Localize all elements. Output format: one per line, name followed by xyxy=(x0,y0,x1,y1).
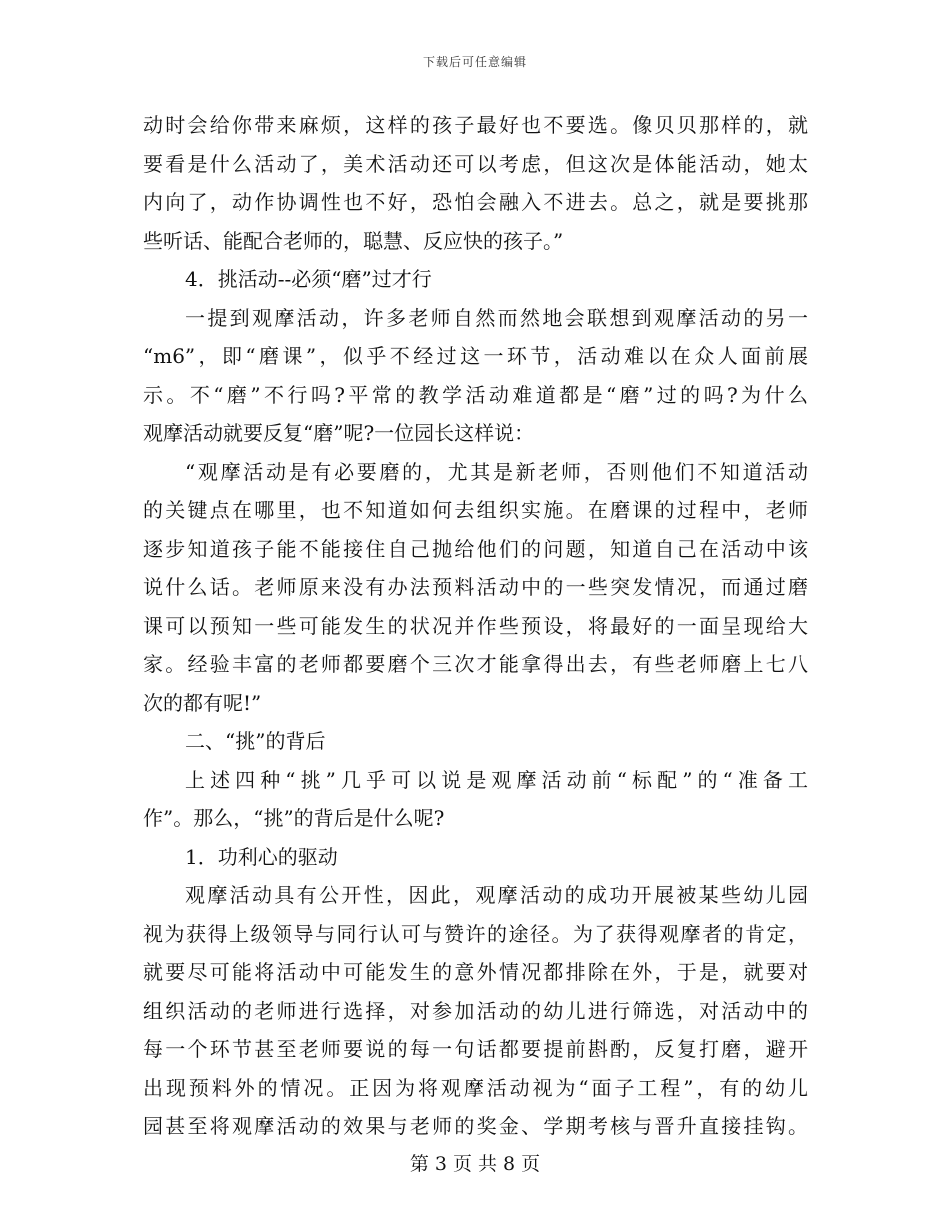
current-page-number: 3 xyxy=(434,1153,447,1175)
total-unit-label: 页 xyxy=(521,1153,541,1175)
total-label: 共 xyxy=(478,1153,498,1175)
paragraph-line: 动时会给你带来麻烦，这样的孩子最好也不要选。像贝贝那样的，就 xyxy=(143,113,808,137)
quote-line: 家。经验丰富的老师都要磨个三次才能拿得出去，有些老师磨上七八 xyxy=(143,652,808,676)
total-pages-number: 8 xyxy=(503,1153,516,1175)
page-label: 第 xyxy=(409,1153,429,1175)
paragraph-line: 观摩活动就要反复“磨”呢?一位园长这样说： xyxy=(143,421,535,445)
section-heading: 4．挑活动--必须“磨”过才行 xyxy=(185,267,432,291)
document-body xyxy=(143,106,808,1146)
paragraph-line: 内向了，动作协调性也不好，恐怕会融入不进去。总之，就是要挑那 xyxy=(143,190,808,214)
paragraph-line: “m6”，即“磨课”，似乎不经过这一环节，活动难以在众人面前展 xyxy=(143,344,808,368)
section-heading: 二、“挑”的背后 xyxy=(185,729,326,753)
paragraph-line: 一提到观摩活动，许多老师自然而然地会联想到观摩活动的另一 xyxy=(185,305,808,330)
paragraph-line: 观摩活动具有公开性，因此，观摩活动的成功开展被某些幼儿园 xyxy=(185,883,808,907)
paragraph-line: 要看是什么活动了，美术活动还可以考虑，但这次是体能活动，她太 xyxy=(143,151,808,176)
paragraph-line: 视为获得上级领导与同行认可与赞许的途径。为了获得观摩者的肯定， xyxy=(143,921,808,946)
paragraph-line: 组织活动的老师进行选择，对参加活动的幼儿进行筛选，对活动中的 xyxy=(143,998,808,1023)
page-number-footer xyxy=(0,1149,950,1176)
quote-line: 逐步知道孩子能不能接住自己抛给他们的问题，知道自己在活动中该 xyxy=(143,536,808,561)
paragraph-line: 作”。那么，“挑”的背后是什么呢? xyxy=(143,806,445,830)
section-heading: 1．功利心的驱动 xyxy=(185,844,338,869)
paragraph-line: 每一个环节甚至老师要说的每一句话都要提前斟酌，反复打磨，避开 xyxy=(143,1037,808,1061)
quote-line: 的关键点在哪里，也不知道如何去组织实施。在磨课的过程中，老师 xyxy=(143,498,808,522)
paragraph-line: 就要尽可能将活动中可能发生的意外情况都排除在外，于是，就要对 xyxy=(143,960,808,984)
quote-line: 课可以预知一些可能发生的状况并作些预设，将最好的一面呈现给大 xyxy=(143,613,808,638)
paragraph-line: 出现预料外的情况。正因为将观摩活动视为“面子工程”，有的幼儿 xyxy=(143,1075,808,1100)
quote-line: 说什么话。老师原来没有办法预料活动中的一些突发情况，而通过磨 xyxy=(143,575,808,599)
paragraph-line: 上述四种“挑”几乎可以说是观摩活动前“标配”的“准备工 xyxy=(185,767,808,792)
paragraph-line: 示。不“磨”不行吗?平常的教学活动难道都是“磨”过的吗?为什么 xyxy=(143,382,808,407)
paragraph-line: 些听话、能配合老师的，聪慧、反应快的孩子。” xyxy=(143,228,564,253)
quote-line: 次的都有呢!” xyxy=(143,690,262,715)
page-header-note: 下载后可任意编辑 xyxy=(422,55,527,69)
page-unit-label: 页 xyxy=(452,1153,472,1175)
paragraph-line: 园甚至将观摩活动的效果与老师的奖金、学期考核与晋升直接挂钩。 xyxy=(143,1114,808,1138)
quote-line: “观摩活动是有必要磨的，尤其是新老师，否则他们不知道活动 xyxy=(185,459,808,484)
